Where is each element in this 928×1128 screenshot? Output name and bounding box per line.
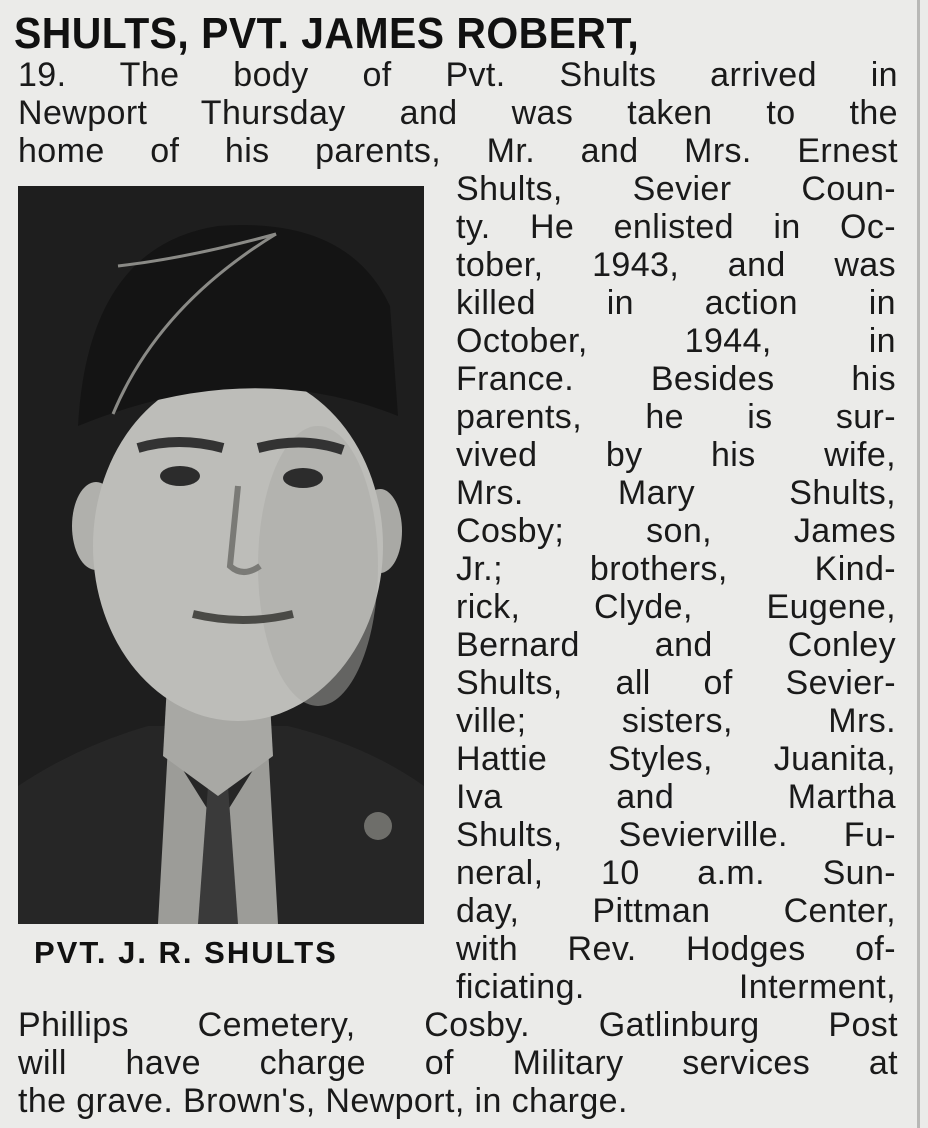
body-line: parents, he is sur- [456, 398, 896, 436]
body-line: Iva and Martha [456, 778, 896, 816]
body-line: Phillips Cemetery, Cosby. Gatlinburg Post [18, 1006, 898, 1044]
body-line: 19. The body of Pvt. Shults arrived in [18, 56, 898, 94]
body-line: Jr.; brothers, Kind- [456, 550, 896, 588]
body-line: Cosby; son, James [456, 512, 896, 550]
body-line: home of his parents, Mr. and Mrs. Ernest [18, 132, 898, 170]
body-line: Shults, Sevier Coun- [456, 170, 896, 208]
body-line: France. Besides his [456, 360, 896, 398]
body-line: with Rev. Hodges of- [456, 930, 896, 968]
body-line: ficiating. Interment, [456, 968, 896, 1006]
body-line: vived by his wife, [456, 436, 896, 474]
body-line: will have charge of Military services at [18, 1044, 898, 1082]
soldier-portrait-illustration [18, 186, 424, 924]
photo-caption: PVT. J. R. SHULTS [34, 935, 338, 970]
body-line: October, 1944, in [456, 322, 896, 360]
obituary-headline: SHULTS, PVT. JAMES ROBERT, [14, 9, 640, 58]
body-line: rick, Clyde, Eugene, [456, 588, 896, 626]
body-line: ty. He enlisted in Oc- [456, 208, 896, 246]
body-line: Bernard and Conley [456, 626, 896, 664]
soldier-photo [18, 186, 424, 924]
body-line: ville; sisters, Mrs. [456, 702, 896, 740]
body-line: day, Pittman Center, [456, 892, 896, 930]
column-rule [917, 0, 920, 1128]
body-line: Shults, Sevierville. Fu- [456, 816, 896, 854]
body-line: Shults, all of Sevier- [456, 664, 896, 702]
body-line: the grave. Brown's, Newport, in charge. [18, 1082, 628, 1120]
body-line: Mrs. Mary Shults, [456, 474, 896, 512]
body-line: Hattie Styles, Juanita, [456, 740, 896, 778]
body-line: killed in action in [456, 284, 896, 322]
body-line: Newport Thursday and was taken to the [18, 94, 898, 132]
body-line: tober, 1943, and was [456, 246, 896, 284]
body-line: neral, 10 a.m. Sun- [456, 854, 896, 892]
